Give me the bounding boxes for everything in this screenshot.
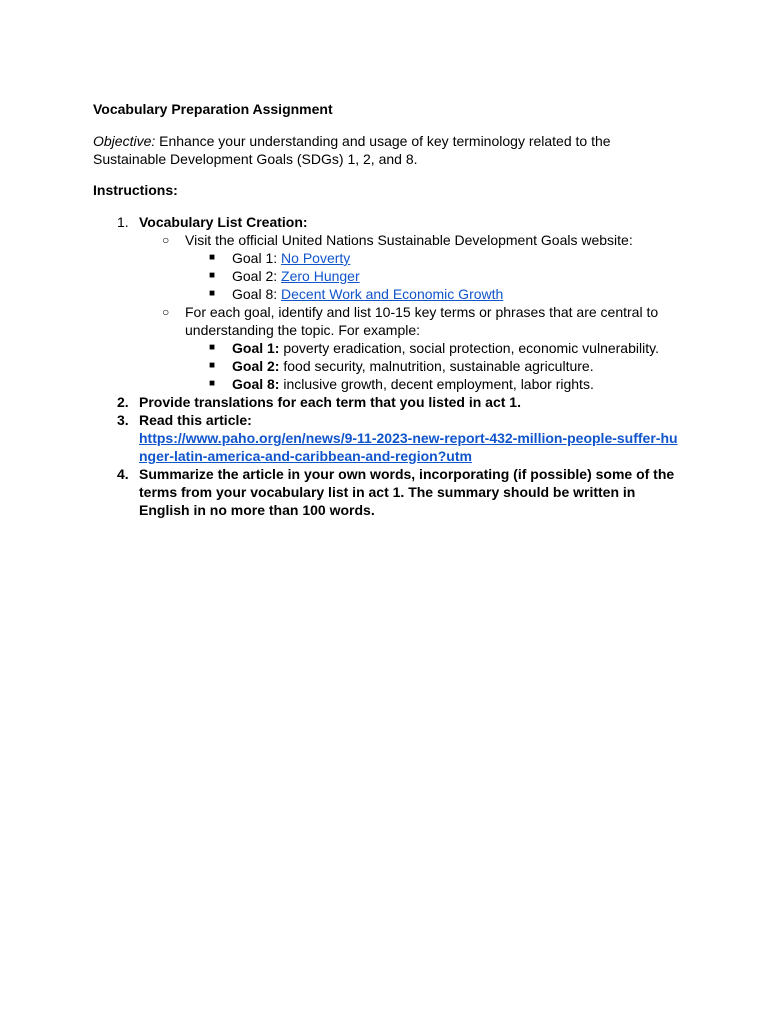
square-bullet-icon: ■ — [209, 360, 216, 371]
item-text: For each goal, identify and list 10-15 key terms or phrases that are central to understanding the topic. For example: — [185, 304, 659, 338]
circle-bullet-icon: ○ — [162, 233, 170, 247]
list-item — [93, 339, 683, 357]
goal-terms: food security, malnutrition, sustainable agriculture. — [279, 358, 594, 374]
list-item — [93, 357, 683, 375]
goal-terms: inclusive growth, decent employment, labor rights. — [279, 376, 594, 392]
goal-label: Goal 8: — [232, 376, 280, 392]
square-bullet-icon: ■ — [209, 270, 216, 281]
list-item — [93, 303, 683, 339]
document-title: Vocabulary Preparation Assignment — [93, 101, 333, 117]
square-bullet-icon: ■ — [209, 378, 216, 389]
list-item — [93, 465, 683, 519]
item-label: Read this article: — [139, 412, 252, 428]
list-number: 2. — [117, 394, 129, 410]
list-item — [93, 285, 683, 303]
list-item — [93, 213, 683, 231]
square-bullet-icon: ■ — [209, 288, 216, 299]
goal-label: Goal 1: — [232, 340, 280, 356]
objective-paragraph — [93, 132, 683, 168]
square-bullet-icon: ■ — [209, 252, 216, 263]
goal-prefix: Goal 1: — [232, 250, 282, 266]
square-bullet-icon: ■ — [209, 342, 216, 353]
instructions-list — [93, 213, 683, 519]
goal-prefix: Goal 2: — [232, 268, 282, 284]
link-decent-work[interactable]: Decent Work and Economic Growth — [281, 286, 504, 302]
document-page — [93, 100, 683, 519]
goal-label: Goal 2: — [232, 358, 280, 374]
circle-bullet-icon: ○ — [162, 305, 170, 319]
list-item — [93, 393, 683, 411]
list-item — [93, 411, 683, 465]
objective-text: Enhance your understanding and usage of key terminology related to the Sustainable Development Goals (SDGs) 1, 2, and 8. — [93, 133, 611, 167]
link-no-poverty[interactable]: No Poverty — [281, 250, 351, 266]
goal-prefix: Goal 8: — [232, 286, 282, 302]
list-number: 4. — [117, 466, 129, 482]
item-label: Summarize the article in your own words, incorporating (if possible) some of the terms from your vocabulary list in act 1. The summary should be written in English in no more than 100 words. — [139, 466, 675, 518]
link-zero-hunger[interactable]: Zero Hunger — [281, 268, 360, 284]
article-link[interactable]: https://www.paho.org/en/news/9-11-2023-new-report-432-million-people-suffer-hunger-latin-america-and-caribbean-and-region?utm — [139, 430, 678, 464]
list-number: 3. — [117, 412, 129, 428]
item-text: Visit the official United Nations Sustainable Development Goals website: — [185, 232, 633, 248]
objective-label: Objective: — [93, 133, 156, 149]
list-item — [93, 231, 683, 249]
instructions-heading: Instructions: — [93, 182, 178, 198]
list-item — [93, 249, 683, 267]
list-item — [93, 267, 683, 285]
list-item — [93, 375, 683, 393]
item-label: Provide translations for each term that you listed in act 1. — [139, 394, 521, 410]
goal-terms: poverty eradication, social protection, economic vulnerability. — [279, 340, 659, 356]
list-number: 1. — [117, 214, 129, 230]
item-label: Vocabulary List Creation: — [139, 214, 308, 230]
